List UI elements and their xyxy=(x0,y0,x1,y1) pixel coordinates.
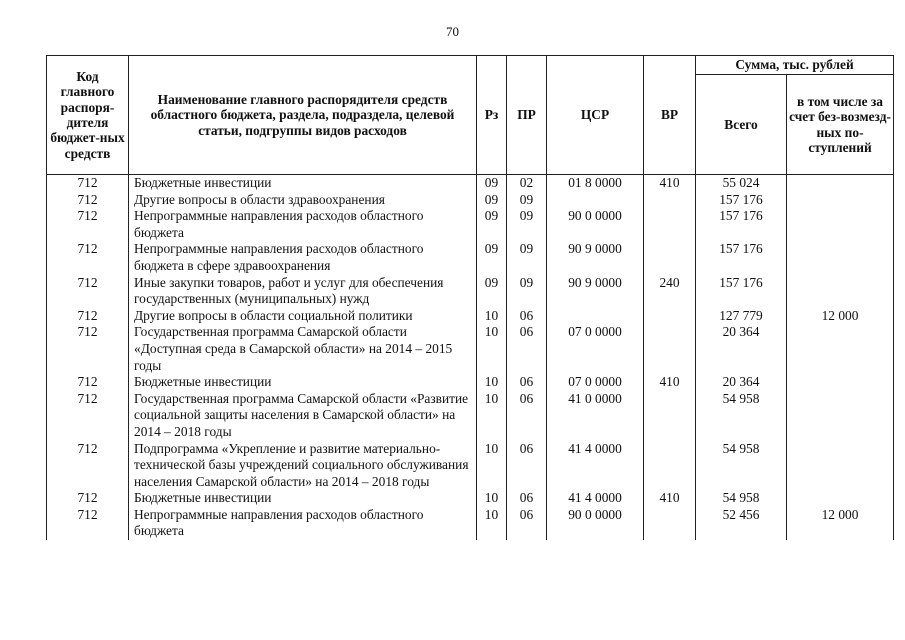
grants-cell xyxy=(787,241,894,274)
rz-cell: 10 xyxy=(477,507,507,540)
header-total: Всего xyxy=(696,75,787,175)
grants-cell xyxy=(787,391,894,441)
total-cell: 157 176 xyxy=(696,241,787,274)
pr-cell: 06 xyxy=(507,374,547,391)
rz-cell: 10 xyxy=(477,374,507,391)
pr-cell: 06 xyxy=(507,490,547,507)
pr-cell: 06 xyxy=(507,441,547,491)
table-row xyxy=(47,241,894,274)
rz-cell: 10 xyxy=(477,441,507,491)
total-cell: 127 779 xyxy=(696,308,787,325)
vr-cell: 410 xyxy=(644,175,696,192)
table-row xyxy=(47,275,894,308)
header-pr: ПР xyxy=(507,56,547,175)
header-code: Код главного распоря-дителя бюджет-ных средств xyxy=(47,56,129,175)
header-name: Наименование главного распорядителя средств областного бюджета, раздела, подраздела, целевой статьи, подгруппы видов расходов xyxy=(129,56,477,175)
csr-cell: 90 9 0000 xyxy=(547,275,644,308)
csr-cell: 90 9 0000 xyxy=(547,241,644,274)
rz-cell: 09 xyxy=(477,208,507,241)
csr-cell: 41 4 0000 xyxy=(547,441,644,491)
rz-cell: 10 xyxy=(477,490,507,507)
rz-cell: 09 xyxy=(477,275,507,308)
vr-cell xyxy=(644,208,696,241)
vr-cell xyxy=(644,308,696,325)
grants-cell xyxy=(787,324,894,374)
code-cell: 712 xyxy=(47,391,129,441)
table-row xyxy=(47,507,894,540)
total-cell: 54 958 xyxy=(696,391,787,441)
code-cell: 712 xyxy=(47,324,129,374)
rz-cell: 09 xyxy=(477,175,507,192)
name-cell: Непрограммные направления расходов областного бюджета xyxy=(129,208,477,241)
rz-cell: 10 xyxy=(477,324,507,374)
code-cell: 712 xyxy=(47,507,129,540)
csr-cell: 07 0 0000 xyxy=(547,324,644,374)
page-number: 70 xyxy=(446,24,459,39)
name-cell: Государственная программа Самарской области «Развитие социальной защиты населения в Самарской области» на 2014 – 2018 годы xyxy=(129,391,477,441)
table-header xyxy=(47,56,894,175)
pr-cell: 09 xyxy=(507,241,547,274)
name-cell: Бюджетные инвестиции xyxy=(129,374,477,391)
csr-cell: 07 0 0000 xyxy=(547,374,644,391)
pr-cell: 09 xyxy=(507,192,547,209)
grants-cell: 12 000 xyxy=(787,308,894,325)
vr-cell: 240 xyxy=(644,275,696,308)
pr-cell: 06 xyxy=(507,324,547,374)
grants-cell xyxy=(787,175,894,192)
csr-cell: 01 8 0000 xyxy=(547,175,644,192)
csr-cell xyxy=(547,192,644,209)
name-cell: Бюджетные инвестиции xyxy=(129,175,477,192)
total-cell: 20 364 xyxy=(696,374,787,391)
name-cell: Государственная программа Самарской области «Доступная среда в Самарской области» на 2014 – 2015 годы xyxy=(129,324,477,374)
code-cell: 712 xyxy=(47,241,129,274)
header-rz: Рз xyxy=(477,56,507,175)
code-cell: 712 xyxy=(47,175,129,192)
grants-cell: 12 000 xyxy=(787,507,894,540)
total-cell: 52 456 xyxy=(696,507,787,540)
rz-cell: 10 xyxy=(477,308,507,325)
name-cell: Подпрограмма «Укрепление и развитие материально-технической базы учреждений социального обслуживания населения Самарской области» на 2014 – 2018 годы xyxy=(129,441,477,491)
name-cell: Другие вопросы в области здравоохранения xyxy=(129,192,477,209)
pr-cell: 06 xyxy=(507,507,547,540)
grants-cell xyxy=(787,192,894,209)
csr-cell: 41 0 0000 xyxy=(547,391,644,441)
vr-cell xyxy=(644,192,696,209)
pr-cell: 09 xyxy=(507,275,547,308)
pr-cell: 02 xyxy=(507,175,547,192)
grants-cell xyxy=(787,208,894,241)
code-cell: 712 xyxy=(47,208,129,241)
vr-cell xyxy=(644,241,696,274)
pr-cell: 06 xyxy=(507,308,547,325)
table-row xyxy=(47,175,894,192)
grants-cell xyxy=(787,275,894,308)
table-row xyxy=(47,391,894,441)
csr-cell: 41 4 0000 xyxy=(547,490,644,507)
vr-cell: 410 xyxy=(644,490,696,507)
csr-cell: 90 0 0000 xyxy=(547,507,644,540)
header-vr: ВР xyxy=(644,56,696,175)
vr-cell xyxy=(644,507,696,540)
header-csr: ЦСР xyxy=(547,56,644,175)
table-row xyxy=(47,192,894,209)
table-row xyxy=(47,490,894,507)
rz-cell: 10 xyxy=(477,391,507,441)
total-cell: 157 176 xyxy=(696,192,787,209)
rz-cell: 09 xyxy=(477,192,507,209)
name-cell: Другие вопросы в области социальной политики xyxy=(129,308,477,325)
code-cell: 712 xyxy=(47,490,129,507)
grants-cell xyxy=(787,374,894,391)
grants-cell xyxy=(787,490,894,507)
csr-cell: 90 0 0000 xyxy=(547,208,644,241)
grants-cell xyxy=(787,441,894,491)
code-cell: 712 xyxy=(47,192,129,209)
vr-cell xyxy=(644,324,696,374)
code-cell: 712 xyxy=(47,374,129,391)
name-cell: Бюджетные инвестиции xyxy=(129,490,477,507)
code-cell: 712 xyxy=(47,441,129,491)
table-row xyxy=(47,308,894,325)
code-cell: 712 xyxy=(47,275,129,308)
code-cell: 712 xyxy=(47,308,129,325)
table-row xyxy=(47,324,894,374)
csr-cell xyxy=(547,308,644,325)
total-cell: 54 958 xyxy=(696,441,787,491)
name-cell: Непрограммные направления расходов областного бюджета в сфере здравоохранения xyxy=(129,241,477,274)
table-row xyxy=(47,441,894,491)
vr-cell xyxy=(644,441,696,491)
pr-cell: 06 xyxy=(507,391,547,441)
table-row xyxy=(47,208,894,241)
pr-cell: 09 xyxy=(507,208,547,241)
total-cell: 55 024 xyxy=(696,175,787,192)
vr-cell xyxy=(644,391,696,441)
name-cell: Непрограммные направления расходов областного бюджета xyxy=(129,507,477,540)
name-cell: Иные закупки товаров, работ и услуг для обеспечения государственных (муниципальных) нужд xyxy=(129,275,477,308)
header-sum: Сумма, тыс. рублей xyxy=(696,56,894,75)
vr-cell: 410 xyxy=(644,374,696,391)
total-cell: 157 176 xyxy=(696,208,787,241)
total-cell: 54 958 xyxy=(696,490,787,507)
total-cell: 157 176 xyxy=(696,275,787,308)
header-grants: в том числе за счет без-возмезд-ных по-ступлений xyxy=(787,75,894,175)
rz-cell: 09 xyxy=(477,241,507,274)
total-cell: 20 364 xyxy=(696,324,787,374)
table-body xyxy=(47,175,894,541)
table-row xyxy=(47,374,894,391)
budget-table xyxy=(46,55,894,540)
